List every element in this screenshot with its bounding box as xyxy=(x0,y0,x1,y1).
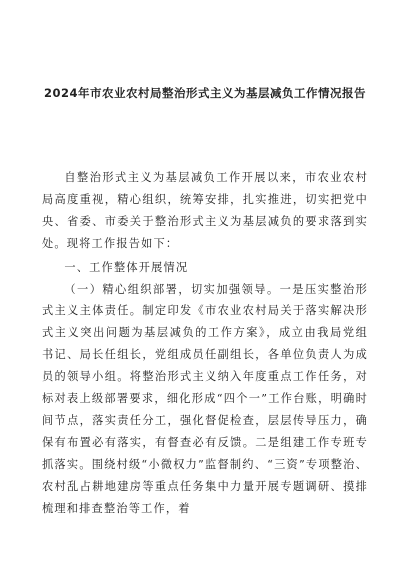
section-heading: 一、工作整体开展情况 xyxy=(64,260,189,274)
document-body xyxy=(42,167,368,520)
intro-paragraph: 自整治形式主义为基层减负工作开展以来，市农业农村局高度重视，精心组织，统筹安排，扎实推进，切实把党中央、省委、市委关于整治形式主义为基层减负的要求落到实处。现将工作报告如下： xyxy=(42,171,368,250)
document-title: 2024年市农业农村局整治形式主义为基层减负工作情况报告 xyxy=(43,86,366,100)
body-paragraph: （一）精心组织部署，切实加强领导。一是压实整治形式主义主体责任。制定印发《市农业农村局关于落实解决形式主义突出问题为基层减负的工作方案》，成立由我局党组书记、局长任组长，党组成员任副组长，各单位负责人为成员的领导小组。将整治形式主义纳入年度重点工作任务，对标对表上级部署要求，细化形成“四个一”工作台账，明确时间节点，落实责任分工，强化督促检查，层层传导压力，确保有布置必有落实，有督查必有反馈。二是组建工作专班专抓落实。围绕村级“小微权力”监督制约、“三资”专项整治、农村乱占耕地建房等重点任务集中力量开展专题调研、摸排梳理和排查整治等工作，着 xyxy=(42,282,368,515)
